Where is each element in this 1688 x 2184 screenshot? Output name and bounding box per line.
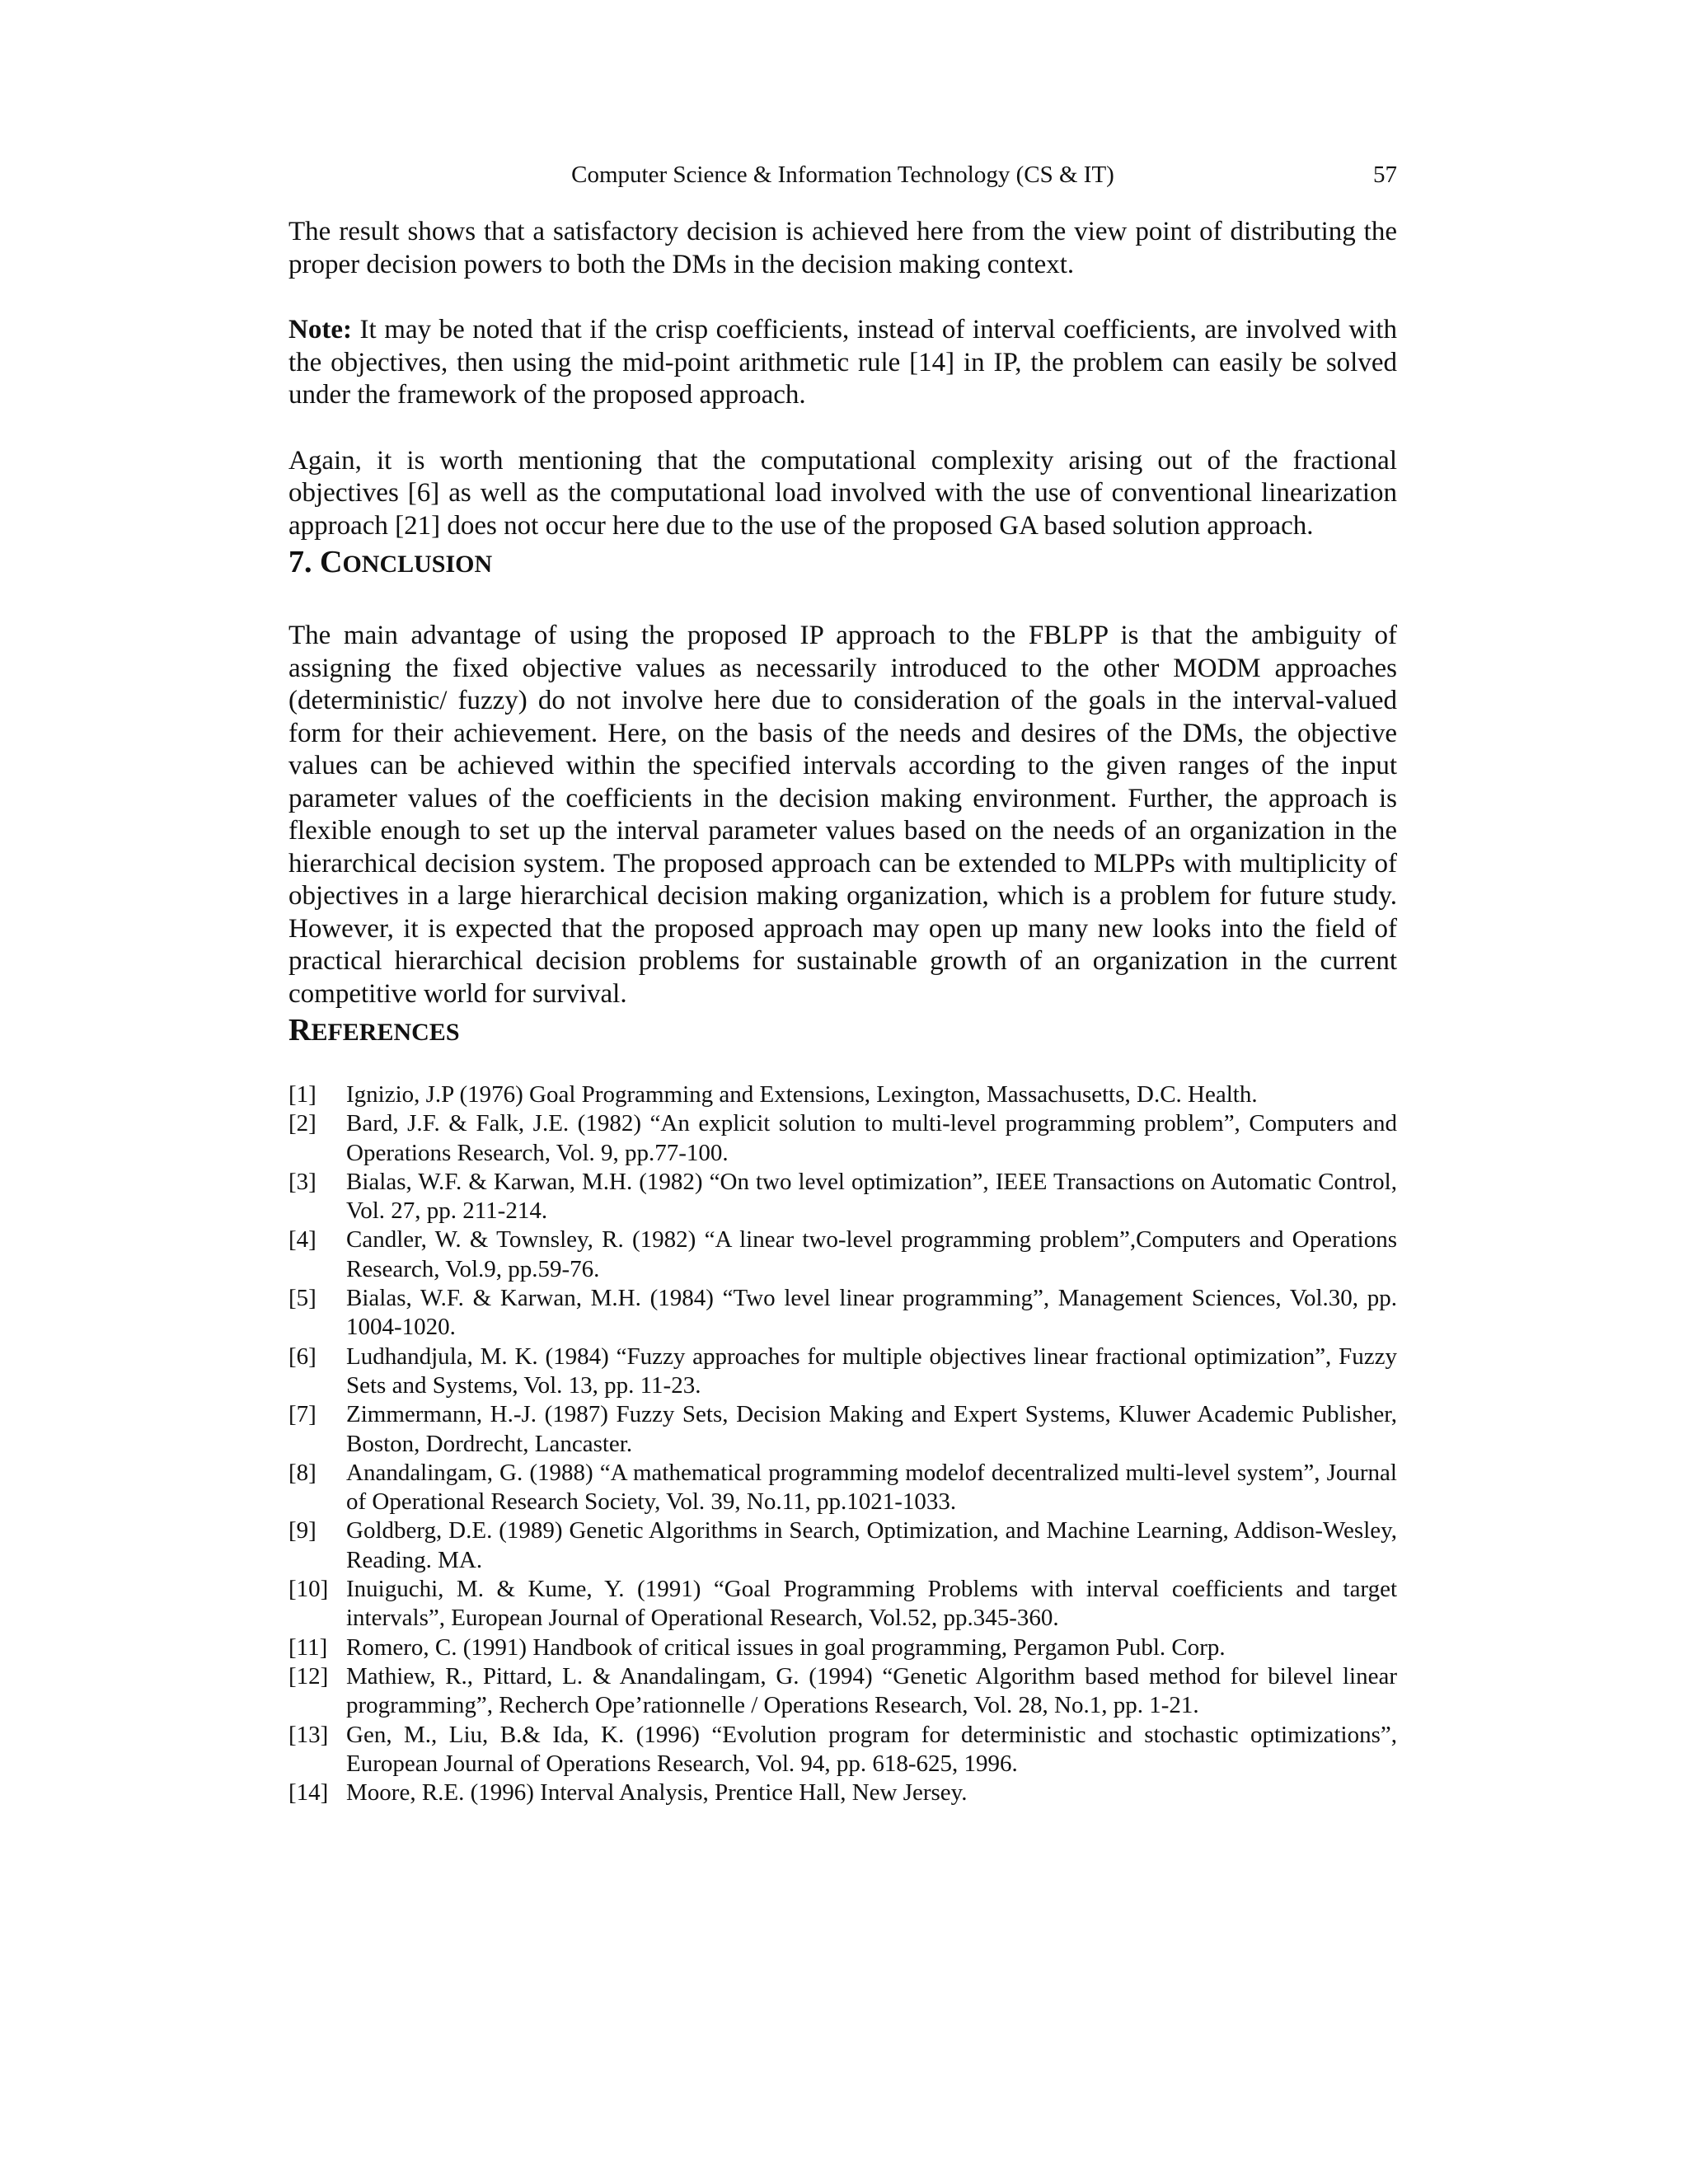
reference-number: [5]: [288, 1285, 316, 1312]
paragraph-conclusion: The main advantage of using the proposed IP approach to the FBLPP is that the ambiguity of assigning the fixed objective values as necessarily introduced to the other MODM approaches (deterministic/ fuzzy) do not involve here due to consideration of the goals in the interval-valued form for their achievement. Here, on the basis of the needs and desires of the DMs, the objective values can be achieved within the specified intervals according to the given ranges of the input parameter values of the coefficients in the decision making environment. Further, the approach is flexible enough to set up the interval parameter values based on the needs of an organization in the hierarchical decision system. The proposed approach can be extended to MLPPs with multiplicity of objectives in a large hierarchical decision making organization, which is a problem for future study. However, it is expected that the proposed approach may open up many new looks into the field of practical hierarchical decision problems for sustainable growth of an organization in the current competitive world for survival.: [288, 621, 1397, 1009]
reference-number: [6]: [288, 1343, 316, 1370]
page: [288, 157, 1397, 1807]
reference-item: [288, 1779, 1397, 1807]
reference-item: [288, 1575, 1397, 1633]
reference-number: [9]: [288, 1517, 316, 1544]
reference-item: [288, 1109, 1397, 1168]
reference-number: [1]: [288, 1081, 316, 1108]
reference-text: Mathiew, R., Pittard, L. & Anandalingam, G. (1994) “Genetic Algorithm based method for bilevel linear programming”, Recherch Ope’rationnelle / Operations Research, Vol. 28, No.1, pp. 1-21.: [346, 1662, 1397, 1719]
reference-number: [12]: [288, 1662, 329, 1690]
note-label: Note:: [288, 315, 352, 344]
section-number: 7.: [288, 545, 320, 579]
reference-number: [3]: [288, 1168, 316, 1195]
heading-rest: ONCLUSION: [342, 551, 493, 578]
reference-number: [13]: [288, 1721, 329, 1748]
reference-text: Ignizio, J.P (1976) Goal Programming and Extensions, Lexington, Massachusetts, D.C. Health.: [346, 1081, 1258, 1108]
reference-text: Inuiguchi, M. & Kume, Y. (1991) “Goal Programming Problems with interval coefficients and target intervals”, European Journal of Operational Research, Vol.52, pp.345-360.: [346, 1576, 1397, 1632]
note-text: It may be noted that if the crisp coefficients, instead of interval coefficients, are involved with the objectives, then using the mid-point arithmetic rule [14] in IP, the problem can easily be solved under the framework of the proposed approach.: [288, 315, 1397, 410]
running-header: [288, 157, 1397, 193]
reference-text: Bialas, W.F. & Karwan, M.H. (1982) “On two level optimization”, IEEE Transactions on Automatic Control, Vol. 27, pp. 211-214.: [346, 1168, 1397, 1225]
reference-number: [2]: [288, 1110, 316, 1137]
page-number: 57: [1373, 162, 1397, 188]
reference-number: [8]: [288, 1459, 316, 1486]
reference-text: Candler, W. & Townsley, R. (1982) “A linear two-level programming problem”,Computers and Operations Research, Vol.9, pp.59-76.: [346, 1226, 1397, 1282]
reference-number: [11]: [288, 1633, 328, 1661]
reference-text: Romero, C. (1991) Handbook of critical issues in goal programming, Pergamon Publ. Corp.: [346, 1633, 1226, 1661]
reference-text: Bard, J.F. & Falk, J.E. (1982) “An explicit solution to multi-level programming problem”, Computers and Operations Research, Vol. 9, pp.77-100.: [346, 1110, 1397, 1166]
heading-initial: R: [288, 1013, 312, 1047]
reference-item: [288, 1459, 1397, 1517]
reference-text: Gen, M., Liu, B.& Ida, K. (1996) “Evolution program for deterministic and stochastic optimizations”, European Journal of Operations Research, Vol. 94, pp. 618-625, 1996.: [346, 1721, 1397, 1777]
paragraph-complexity: Again, it is worth mentioning that the computational complexity arising out of the fractional objectives [6] as well as the computational load involved with the use of conventional linearization approach [21] does not occur here due to the use of the proposed GA based solution approach.: [288, 445, 1397, 541]
reference-text: Zimmermann, H.-J. (1987) Fuzzy Sets, Decision Making and Expert Systems, Kluwer Academic Publisher, Boston, Dordrecht, Lancaster.: [346, 1401, 1397, 1457]
paragraph-result: The result shows that a satisfactory decision is achieved here from the view point of distributing the proper decision powers to both the DMs in the decision making context.: [288, 217, 1397, 279]
reference-item: [288, 1400, 1397, 1459]
section-heading-conclusion: [288, 542, 1397, 584]
reference-item: [288, 1343, 1397, 1401]
reference-number: [4]: [288, 1226, 316, 1254]
reference-number: [7]: [288, 1401, 316, 1428]
reference-text: Goldberg, D.E. (1989) Genetic Algorithms in Search, Optimization, and Machine Learning, Addison-Wesley, Reading. MA.: [346, 1517, 1397, 1573]
reference-list: [288, 1080, 1397, 1807]
heading-rest: EFERENCES: [311, 1019, 460, 1046]
journal-title: Computer Science & Information Technology (CS & IT): [571, 162, 1114, 188]
reference-item: [288, 1662, 1397, 1721]
reference-text: Anandalingam, G. (1988) “A mathematical programming modelof decentralized multi-level system”, Journal of Operational Research Society, Vol. 39, No.11, pp.1021-1033.: [346, 1459, 1397, 1516]
reference-item: [288, 1516, 1397, 1575]
reference-text: Moore, R.E. (1996) Interval Analysis, Prentice Hall, New Jersey.: [346, 1779, 968, 1807]
reference-item: [288, 1226, 1397, 1284]
section-heading-references: [288, 1010, 1397, 1052]
paragraph-note: [288, 314, 1397, 412]
reference-text: Ludhandjula, M. K. (1984) “Fuzzy approaches for multiple objectives linear fractional optimization”, Fuzzy Sets and Systems, Vol. 13, pp. 11-23.: [346, 1343, 1397, 1399]
reference-item: [288, 1080, 1397, 1109]
reference-item: [288, 1721, 1397, 1779]
reference-text: Bialas, W.F. & Karwan, M.H. (1984) “Two level linear programming”, Management Sciences, Vol.30, pp. 1004-1020.: [346, 1285, 1397, 1341]
heading-initial: C: [320, 545, 343, 579]
reference-number: [14]: [288, 1779, 329, 1807]
reference-number: [10]: [288, 1576, 329, 1603]
reference-item: [288, 1284, 1397, 1343]
reference-item: [288, 1633, 1397, 1662]
reference-item: [288, 1168, 1397, 1226]
